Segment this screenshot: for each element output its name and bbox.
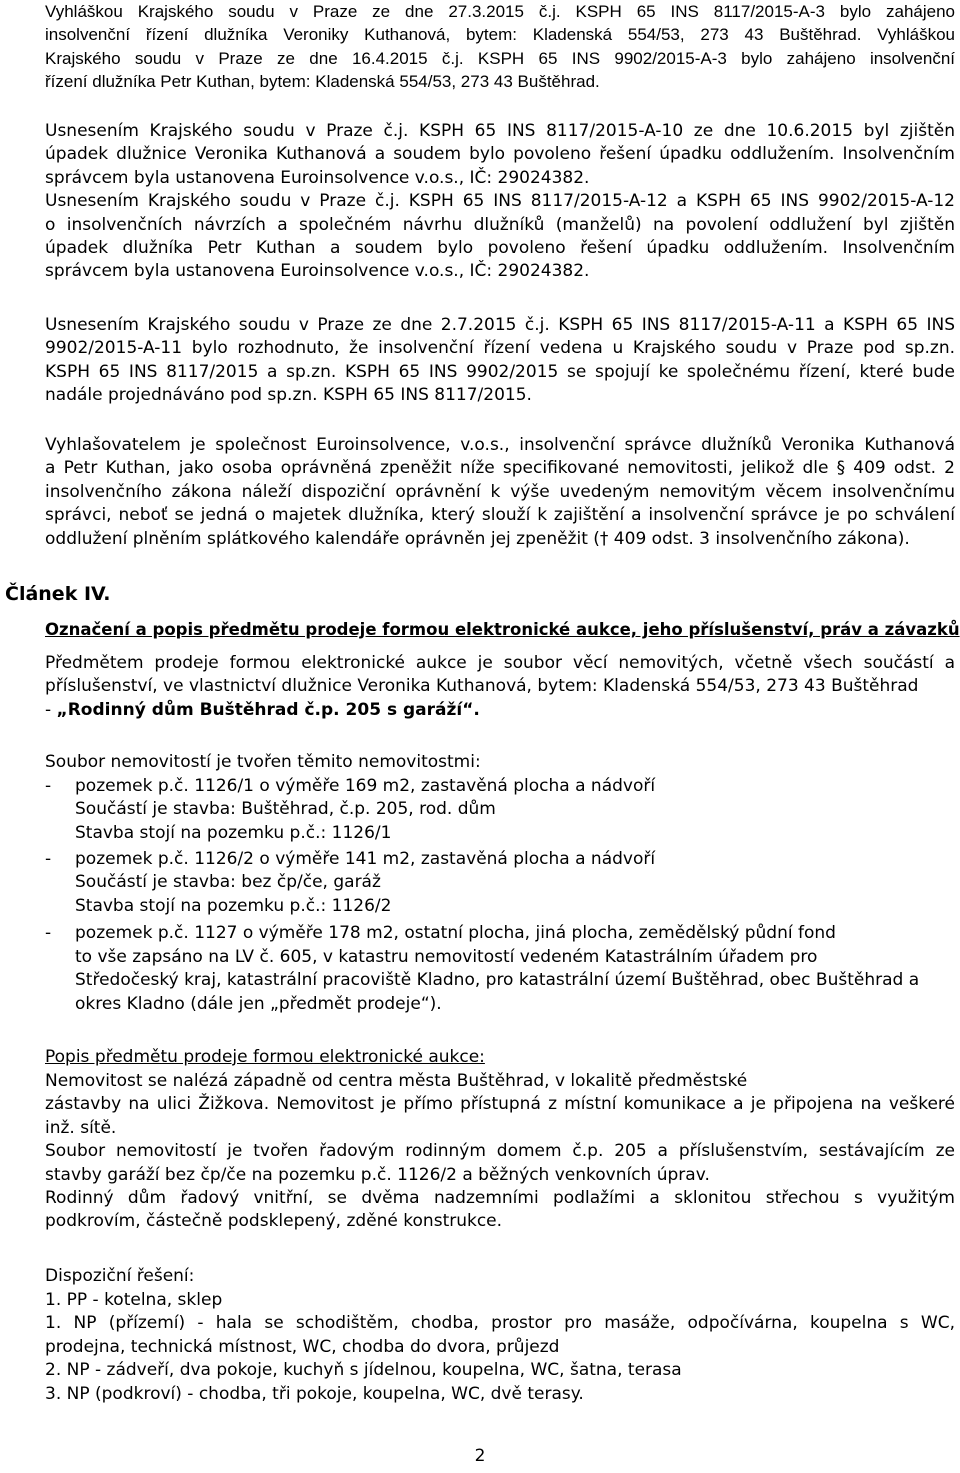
text-line: okres Kladno (dále jen „předmět prodeje“).	[75, 993, 442, 1014]
text-line: řízení dlužníka Petr Kuthan, bytem: Kladenská 554/53, 273 43 Buštěhrad.	[45, 72, 600, 92]
text-line: inž. sítě.	[45, 1117, 117, 1138]
list-line: pozemek p.č. 1126/1 o výměře 169 m2, zastavěná plocha a nádvoří	[75, 776, 656, 796]
text-line: správcem byla ustanovena Euroinsolvence v.o.s., IČ: 29024382.	[45, 167, 590, 188]
text-line: 1. PP - kotelna, sklep	[45, 1290, 223, 1310]
text-line: zástavby na ulici Žižkova. Nemovitost je přímo přístupná z místní komunikace a je připojena na veškeré	[45, 1094, 955, 1115]
property-set-intro: Soubor nemovitostí je tvořen těmito nemovitostmi:	[45, 752, 481, 772]
list-item	[45, 775, 925, 847]
text-line: správcem byla ustanovena Euroinsolvence v.o.s., IČ: 29024382.	[45, 261, 590, 282]
text-line: správci, neboť se jedná o majetek dlužníka, který slouží k zajištění a insolvenční správce je po schválení	[45, 505, 955, 526]
list-line: Stavba stojí na pozemku p.č.: 1126/1	[75, 822, 392, 843]
text-line: stavby garáží bez čp/če na pozemku p.č. 1126/2 a běžných venkovních úprav.	[45, 1164, 710, 1185]
property-set-tail	[75, 946, 945, 1016]
intro-paragraph	[45, 0, 955, 94]
text-line	[45, 699, 955, 722]
text-line: Nemovitost se nalézá západně od centra města Buštěhrad, v lokalitě předměstské	[45, 1071, 748, 1091]
announcer-paragraph	[45, 434, 955, 551]
text-line: Středočeský kraj, katastrální pracoviště Kladno, pro katastrální území Buštěhrad, obec Buštěhrad a	[75, 970, 920, 991]
text-line: o insolvenčních návrzích a společném návrhu dlužníků (manželů) na povolení oddlužení byl zjištěn	[45, 214, 955, 235]
list-item	[45, 848, 925, 920]
layout-title: Dispoziční řešení:	[45, 1266, 195, 1286]
list-line: Součástí je stavba: Buštěhrad, č.p. 205, rod. dům	[75, 799, 496, 820]
resolution-paragraph-1	[45, 120, 955, 284]
dash-prefix: -	[45, 699, 57, 720]
page-number: 2	[474, 1446, 486, 1466]
text-line: a Petr Kuthan, jako osoba oprávněná zpeněžit níže specifikované nemovitosti, jelikož dle § 409 odst. 2	[45, 458, 955, 479]
layout-paragraph	[45, 1289, 955, 1406]
text-line: Krajského soudu v Praze ze dne 16.4.2015 č.j. KSPH 65 INS 9902/2015-A-3 bylo zahájeno insolvenční	[45, 48, 955, 68]
text-line: podkrovím, částečně podsklepený, zděné konstrukce.	[45, 1211, 503, 1232]
text-line: Rodinný dům řadový vnitřní, se dvěma nadzemními podlažími a sklonitou střechou s využitým	[45, 1188, 955, 1209]
resolution-paragraph-2	[45, 314, 955, 408]
text-line: Usnesením Krajského soudu v Praze ze dne 2.7.2015 č.j. KSPH 65 INS 8117/2015-A-11 a KSPH 65 INS	[45, 315, 955, 335]
text-line: oddlužení plněním splátkového kalendáře oprávněn jej zpeněžit († 409 odst. 3 insolvenčního zákona).	[45, 528, 910, 549]
description-title: Popis předmětu prodeje formou elektronické aukce:	[45, 1047, 485, 1067]
text-line: Usnesením Krajského soudu v Praze č.j. KSPH 65 INS 8117/2015-A-12 a KSPH 65 INS 9902/2015-A-12	[45, 191, 955, 212]
list-item	[45, 922, 925, 946]
text-line: Soubor nemovitostí je tvořen řadovým rodinným domem č.p. 205 a příslušenstvím, sestávajícím ze	[45, 1141, 955, 1162]
text-line: Usnesením Krajského soudu v Praze č.j. KSPH 65 INS 8117/2015-A-10 ze dne 10.6.2015 byl zjištěn	[45, 121, 955, 141]
text-line: příslušenství, ve vlastnictví dlužnice Veronika Kuthanová, bytem: Kladenská 554/53, 273 43 Buštěhrad	[45, 676, 919, 697]
text-line: úpadek dlužníka Petr Kuthan a soudem bylo povoleno řešení úpadku oddlužením. Insolvenčním	[45, 238, 955, 259]
text-line: nadále projednáváno pod sp.zn. KSPH 65 INS 8117/2015.	[45, 385, 532, 406]
text-line: 2. NP - zádveří, dva pokoje, kuchyň s jídelnou, koupelna, WC, šatna, terasa	[45, 1360, 682, 1381]
list-line: pozemek p.č. 1126/2 o výměře 141 m2, zastavěná plocha a nádvoří	[75, 849, 656, 869]
text-line: Vyhlašovatelem je společnost Euroinsolvence, v.o.s., insolvenční správce dlužníků Veronika Kuthanová	[45, 435, 955, 455]
text-line: 3. NP (podkroví) - chodba, tři pokoje, koupelna, WC, dvě terasy.	[45, 1383, 584, 1404]
list-dash: -	[45, 849, 52, 869]
list-line: Součástí je stavba: bez čp/če, garáž	[75, 872, 381, 893]
text-line: to vše zapsáno na LV č. 605, v katastru nemovitostí vedeném Katastrálním úřadem pro	[75, 947, 818, 967]
text-line: Předmětem prodeje formou elektronické aukce je soubor věcí nemovitých, včetně všech součástí a	[45, 653, 955, 673]
article-heading: Článek IV.	[5, 583, 111, 605]
text-line: 9902/2015-A-11 bylo rozhodnuto, že insolvenční řízení vedena u Krajského soudu v Praze pod sp.zn.	[45, 338, 955, 359]
text-line: insolvenčního zákona náleží dispoziční oprávnění k výše uvedeným nemovitým věcem insolvenčnímu	[45, 481, 955, 502]
text-line: Vyhláškou Krajského soudu v Praze ze dne 27.3.2015 č.j. KSPH 65 INS 8117/2015-A-3 bylo zahájeno	[45, 2, 955, 21]
list-dash: -	[45, 923, 52, 943]
text-line: prodejna, technická místnost, WC, chodba do dvora, průjezd	[45, 1336, 560, 1357]
text-line: insolvenční řízení dlužníka Veroniky Kuthanová, bytem: Kladenská 554/53, 273 43 Buštěhrad. Vyhláškou	[45, 25, 955, 45]
description-paragraph	[45, 1070, 955, 1234]
text-line: KSPH 65 INS 8117/2015 a sp.zn. KSPH 65 INS 9902/2015 se spojují ke společnému řízení, které bude	[45, 361, 955, 382]
section-title: Označení a popis předmětu prodeje formou elektronické aukce, jeho příslušenství, práv a závazků	[45, 620, 960, 639]
subject-paragraph	[45, 652, 955, 722]
list-dash: -	[45, 776, 52, 796]
list-line: Stavba stojí na pozemku p.č.: 1126/2	[75, 895, 392, 916]
text-line: úpadek dlužnice Veronika Kuthanová a soudem bylo povoleno řešení úpadku oddlužením. Insolvenčním	[45, 144, 955, 165]
list-line: pozemek p.č. 1127 o výměře 178 m2, ostatní plocha, jiná plocha, zemědělský půdní fond	[75, 923, 836, 943]
text-line: 1. NP (přízemí) - hala se schodištěm, chodba, prostor pro masáže, odpočívárna, koupelna s WC,	[45, 1313, 955, 1334]
property-name: „Rodinný dům Buštěhrad č.p. 205 s garáží“.	[56, 699, 480, 720]
